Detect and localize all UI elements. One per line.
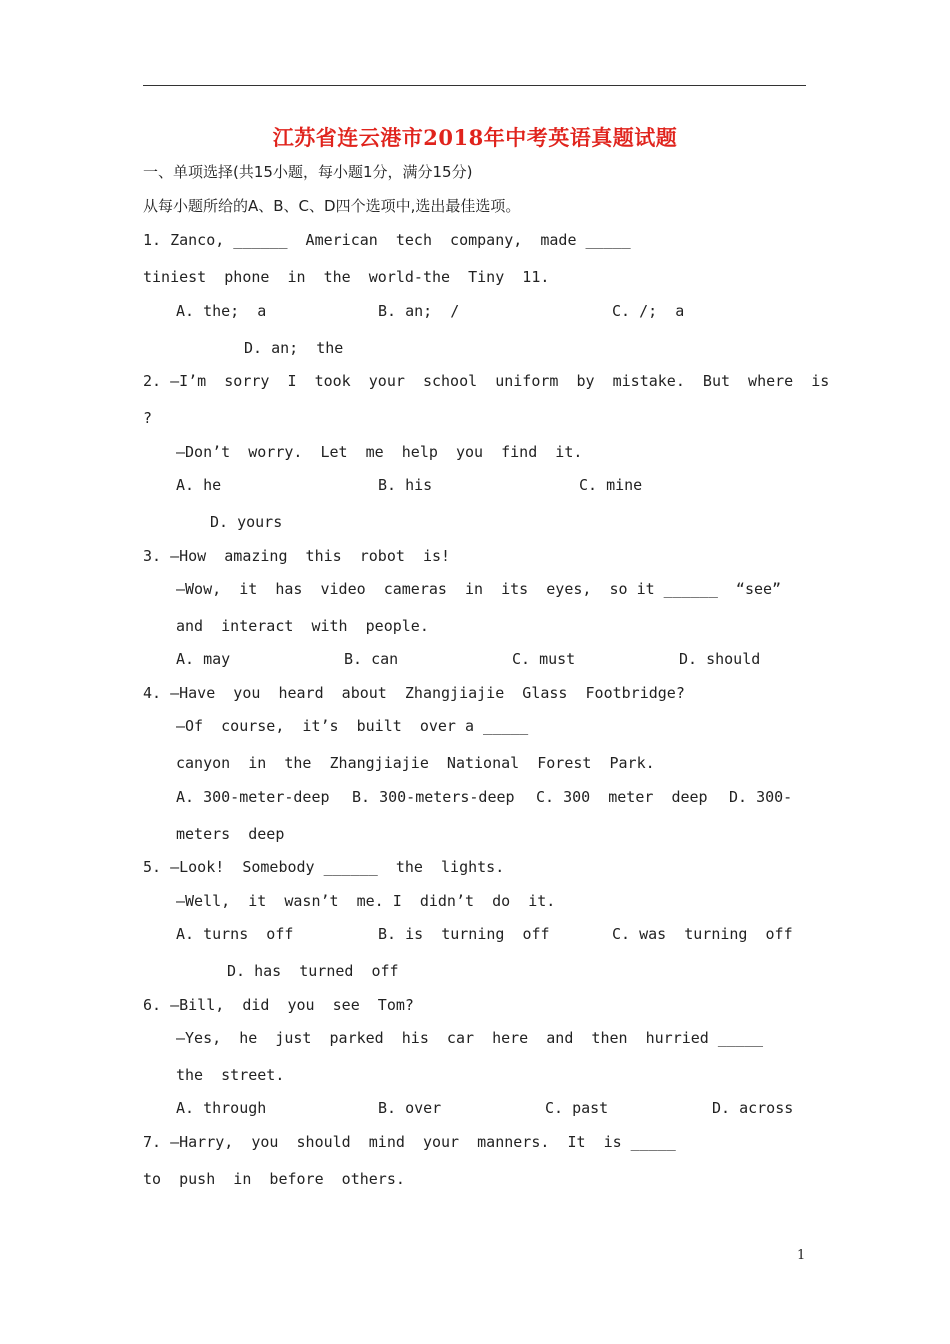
question-1-line-1: 1. Zanco, ______ American tech company, made _____ — [143, 231, 631, 249]
question-5-line-1: 5. —Look! Somebody ______ the lights. — [143, 858, 505, 876]
question-6-line-1: 6. —Bill, did you see Tom? — [143, 996, 414, 1014]
question-7-line-1: 7. —Harry, you should mind your manners. It is _____ — [143, 1133, 676, 1151]
question-4-option-a: A. 300-meter-deep — [176, 788, 330, 806]
question-3-line-2: —Wow, it has video cameras in its eyes, so it ______ “see” — [176, 580, 782, 598]
question-3-line-1: 3. —How amazing this robot is! — [143, 547, 451, 565]
question-3-option-b: B. can — [344, 650, 399, 668]
section-heading: 一、单项选择(共15小题，每小题1分，满分15分) — [143, 163, 473, 181]
question-3-option-d: D. should — [679, 650, 761, 668]
instruction: 从每小题所给的A、B、C、D四个选项中,选出最佳选项。 — [143, 197, 521, 215]
question-1-option-b: B. an; / — [378, 302, 460, 320]
question-6-option-a: A. through — [176, 1099, 267, 1117]
question-3-option-c: C. must — [512, 650, 576, 668]
question-2-line-2: ? — [143, 409, 153, 427]
question-5-option-a: A. turns off — [176, 925, 294, 943]
question-1-option-d: D. an; the — [244, 339, 344, 357]
question-4-line-2: —Of course, it’s built over a _____ — [176, 717, 529, 735]
page-number: 1 — [797, 1248, 806, 1263]
question-6-line-2: —Yes, he just parked his car here and then hurried _____ — [176, 1029, 763, 1047]
question-1-line-2: tiniest phone in the world-the Tiny 11. — [143, 268, 550, 286]
question-7-line-2: to push in before others. — [143, 1170, 405, 1188]
question-4-line-1: 4. —Have you heard about Zhangjiajie Glass Footbridge? — [143, 684, 685, 702]
question-4-line-3: canyon in the Zhangjiajie National Forest Park. — [176, 754, 655, 772]
page-title: 江苏省连云港市2018年中考英语真题试题 — [272, 125, 678, 150]
question-2-line-3: —Don’t worry. Let me help you find it. — [176, 443, 583, 461]
header-rule — [143, 85, 806, 86]
question-4-option-d-continued: meters deep — [176, 825, 285, 843]
question-2-option-c: C. mine — [579, 476, 643, 494]
question-5-option-c: C. was turning off — [612, 925, 793, 943]
question-4-option-d: D. 300- — [729, 788, 793, 806]
question-2-line-1: 2. —I’m sorry I took your school uniform by mistake. But where is — [143, 372, 830, 390]
question-4-option-c: C. 300 meter deep — [536, 788, 708, 806]
question-1-option-a: A. the; a — [176, 302, 267, 320]
question-3-option-a: A. may — [176, 650, 231, 668]
question-5-option-b: B. is turning off — [378, 925, 550, 943]
question-3-line-3: and interact with people. — [176, 617, 429, 635]
question-5-line-2: —Well, it wasn’t me. I didn’t do it. — [176, 892, 556, 910]
question-1-option-c: C. /; a — [612, 302, 685, 320]
question-6-option-b: B. over — [378, 1099, 442, 1117]
question-6-option-d: D. across — [712, 1099, 794, 1117]
question-2-option-a: A. he — [176, 476, 222, 494]
question-2-option-d: D. yours — [210, 513, 283, 531]
question-4-option-b: B. 300-meters-deep — [352, 788, 515, 806]
question-5-option-d: D. has turned off — [227, 962, 399, 980]
question-2-option-b: B. his — [378, 476, 433, 494]
question-6-line-3: the street. — [176, 1066, 285, 1084]
question-6-option-c: C. past — [545, 1099, 609, 1117]
